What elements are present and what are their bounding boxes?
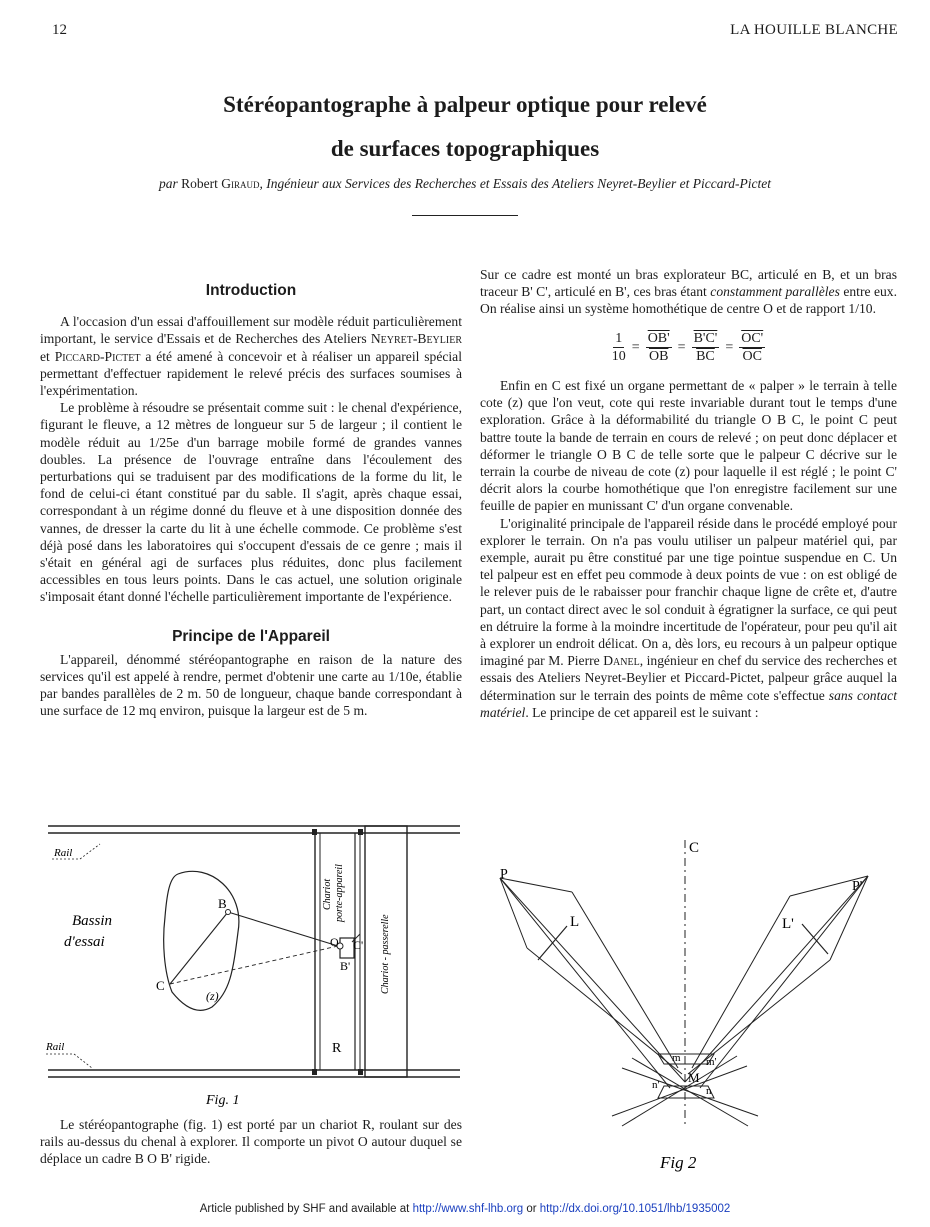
footer-text: Article published by SHF and available at — [199, 1203, 413, 1215]
fraction-3-den-text: BC — [696, 348, 715, 364]
figure-2-diagram — [472, 836, 902, 1176]
intro-p1-text-b: a été amené à concevoir et à réaliser un appareil spécial permettant d'effectuer rapidement le relevé précis des surfaces soumises à l'expérimentation. — [40, 348, 462, 399]
fraction-3 — [692, 330, 720, 365]
equals-sign: = — [631, 339, 640, 355]
fraction-4-den-text: OC — [742, 348, 762, 364]
right-p3-italic: sans contact matériel — [480, 687, 897, 720]
passerelle-label: Chariot - passerelle — [380, 914, 391, 994]
right-p3-text-b: , ingénieur en chef du service des recherches et essais des Ateliers Neyret-Beylier et Piccard-Pictet, palpeur grâce auquel la détermination sur le terrain des points de même cote s'effectue — [480, 653, 897, 703]
journal-name: LA HOUILLE BLANCHE — [730, 22, 898, 38]
label-c-axis: C — [689, 840, 700, 856]
label-m-prime: m' — [706, 1056, 717, 1068]
right-p3-text-c: . Le principe de cet appareil est le suivant : — [525, 704, 759, 720]
label-m: m — [672, 1052, 681, 1064]
cross-line — [612, 1066, 747, 1116]
byline-par: par — [159, 176, 178, 191]
figure-2-caption: Fig 2 — [660, 1153, 697, 1172]
beam-left-outer — [572, 892, 678, 1068]
rail-label-bottom: Rail — [46, 1041, 65, 1053]
right-column — [480, 266, 897, 721]
intro-paragraph-2: Le problème à résoudre se présentait comme suit : le chenal d'expérience, figurant le fleuve, a 12 mètres de longueur sur 5 de largeur ; il contient le modèle réduit au 1/25e d'un barrage mobile formé de grandes vannes doubles. La présence de l'ouvrage entraîne dans l'écoulement des perturbations qui se traduisent par des modifications de la forme du lit, le fond de celui-ci étant constitué par du sable. Il s'agit, après chaque essai, correspondant à un régime donné du fleuve et à une disposition donnée des vannes, de dresser la carte du lit à une échelle commode. Ce problème s'est déjà posé dans les laboratoires qui s'occupent d'essais de ce genre ; mais il s'était en général agi de surfaces plus réduites, donc plus facilement accessibles en tous leurs points. Dans le cas actuel, une solution originale s'imposait étant donné l'échelle particulièrement importante de l'expérience. — [40, 400, 462, 605]
bassin-label-2: d'essai — [64, 934, 105, 950]
footer — [0, 1203, 930, 1215]
beam-right-outer — [692, 896, 790, 1068]
section-heading-introduction: Introduction — [205, 282, 297, 299]
arm-bo — [228, 912, 338, 946]
section-heading-principle: Principe de l'Appareil — [172, 627, 330, 645]
company-name-neyret: Neyret-Beylier — [370, 331, 462, 347]
label-z: (z) — [206, 989, 219, 1003]
page-number: 12 — [52, 22, 67, 38]
rail-label-top: Rail — [54, 847, 73, 859]
fraction-4 — [739, 330, 765, 365]
fraction-3-num — [692, 330, 720, 348]
fraction-2-den — [649, 348, 668, 365]
fraction-2-den-text: OB — [648, 348, 669, 364]
fraction-1 — [612, 330, 626, 365]
equals-sign: = — [677, 339, 686, 355]
right-paragraph-3 — [480, 515, 897, 721]
article-title-line-2: de surfaces topographiques — [330, 136, 600, 161]
fraction-3-num-text: B'C' — [693, 330, 718, 346]
beam-left-upper — [500, 878, 685, 1082]
article-title-line-1: Stéréopantographe à palpeur optique pour relevé — [223, 92, 707, 117]
fraction-2 — [646, 330, 672, 365]
figure-1-caption: Fig. 1 — [206, 1093, 240, 1108]
right-paragraph-2: Enfin en C est fixé un organe permettant de « palper » le terrain à telle cote (z) que l'on veut, cote qui reste invariable durant tout le temps d'une exploration. Grâce à la déformabilité du triangle O B C, le point C peut battre toute la bande de terrain en cours de relevé ; on peut donc déplacer et déformer le triangle O B C de telle sorte que le palpeur C décrive sur le terrain la courbe de niveau de cote (z) pour laquelle il est réglé ; le point C' décrit alors la courbe homothétique que l'on enregistre facilement sur une feuille de papier en munissant C' d'un organe convenable. — [480, 378, 897, 514]
beam-left-lower — [500, 878, 670, 1088]
after-figure-paragraph: Le stéréopantographe (fig. 1) est porté par un chariot R, roulant sur des rails au-dessus du chenal à explorer. Il comporte un pivot O autour duquel se déplace un cadre B O B' rigide. — [40, 1117, 462, 1167]
beam-right-lower — [700, 876, 868, 1088]
principle-paragraph-1: L'appareil, dénommé stéréopantographe en raison de la nature des services qu'il est appelé à rendre, permet d'obtenir une carte au 1/10e, établie par bandes parallèles de 2 m. 50 de longueur, chaque bande correspondant à une surface de 12 mq environ, puisque la largeur est de 5 m. — [40, 651, 462, 719]
right-paragraph-1 — [480, 266, 897, 318]
label-b: B — [218, 896, 227, 911]
rail-leader-bottom — [46, 1054, 92, 1068]
label-l: L — [570, 914, 580, 930]
lens-l-prime — [802, 924, 828, 954]
label-o: O — [330, 935, 339, 949]
right-p3-text-a: L'originalité principale de l'appareil réside dans le procédé employé pour explorer le terrain. On n'a pas voulu utiliser un palpeur matériel qui, par exemple, aurait pu être constitué par une tige pointue suspendue en C. Un tel palpeur est en effet peu commode à deux points de vue : on est obligé de le relever puis de le rabaisser pour franchir chaque ligne de crête et, d'autre part, un contact direct avec le sol conduit à égratigner la surface, ce qui peut en détruire la forme à la moindre incertitude de l'opérateur, pour peu qu'il ait à explorer un endroit délicat. On a, dès lors, eu recours à un palpeur optique imaginé par M. Pierre — [480, 515, 897, 669]
label-r: R — [332, 1041, 342, 1056]
left-column-bottom — [40, 1116, 462, 1168]
chariot-label-2: porte-appareil — [334, 864, 345, 922]
company-name-piccard: Piccard-Pictet — [54, 348, 141, 364]
right-p1-italic: constamment parallèles — [710, 284, 840, 300]
label-p: P — [500, 867, 508, 882]
label-n-prime: n' — [652, 1079, 660, 1091]
left-column — [40, 282, 462, 720]
right-p1-text-b: entre eux. On réalise ainsi un système homothétique de centre O et de rapport 1/10. — [480, 284, 898, 317]
author-affiliation: , Ingénieur aux Services des Recherches et Essais des Ateliers Neyret-Beylier et Piccard-Pictet — [259, 176, 771, 191]
intro-p1-and: et — [40, 348, 55, 364]
fraction-3-den — [696, 348, 715, 365]
label-c-prime: C' — [353, 938, 364, 952]
label-big-m: M — [688, 1070, 700, 1085]
engineer-name-danel: Danel — [603, 653, 640, 669]
contour-curve — [164, 871, 239, 1010]
chariot-label-1: Chariot — [322, 878, 333, 910]
fraction-2-num-text: OB' — [647, 330, 670, 346]
footer-or: or — [523, 1203, 540, 1215]
label-b-prime: B' — [340, 959, 351, 973]
beam-right-upper — [685, 876, 868, 1082]
author-first-name: Robert — [181, 176, 218, 191]
byline — [40, 176, 890, 192]
fraction-1-num: 1 — [613, 330, 624, 348]
fraction-4-num-text: OC' — [741, 330, 764, 346]
footer-link-shf[interactable]: http://www.shf-lhb.org — [412, 1203, 524, 1215]
fraction-2-num — [646, 330, 672, 348]
fraction-4-num — [739, 330, 765, 348]
fraction-1-den: 10 — [611, 348, 626, 364]
label-l-prime: L' — [782, 916, 794, 932]
footer-link-doi[interactable]: http://dx.doi.org/10.1051/lhb/1935002 — [539, 1203, 731, 1215]
label-c: C — [156, 978, 165, 993]
label-p-prime: P' — [852, 879, 863, 894]
intro-paragraph-1 — [40, 313, 462, 399]
line-co — [170, 946, 338, 984]
label-n: n — [706, 1085, 712, 1097]
intro-p1-text-a: A l'occasion d'un essai d'affouillement sur modèle réduit particulièrement important, le service d'Essais et de Recherches des Ateliers — [40, 314, 462, 347]
bassin-label-1: Bassin — [72, 913, 113, 929]
figure-1-diagram — [40, 822, 465, 1112]
fraction-4-den — [742, 348, 761, 365]
right-p1-text-a: Sur ce cadre est monté un bras explorateur BC, articulé en B, et un bras traceur B' C', articulé en B', ces bras étant — [480, 267, 897, 300]
title-divider — [412, 215, 518, 216]
equals-sign: = — [725, 339, 734, 355]
beam-left-edge — [500, 878, 527, 948]
homothety-formula — [480, 330, 897, 365]
author-last-name: Giraud — [221, 176, 260, 191]
